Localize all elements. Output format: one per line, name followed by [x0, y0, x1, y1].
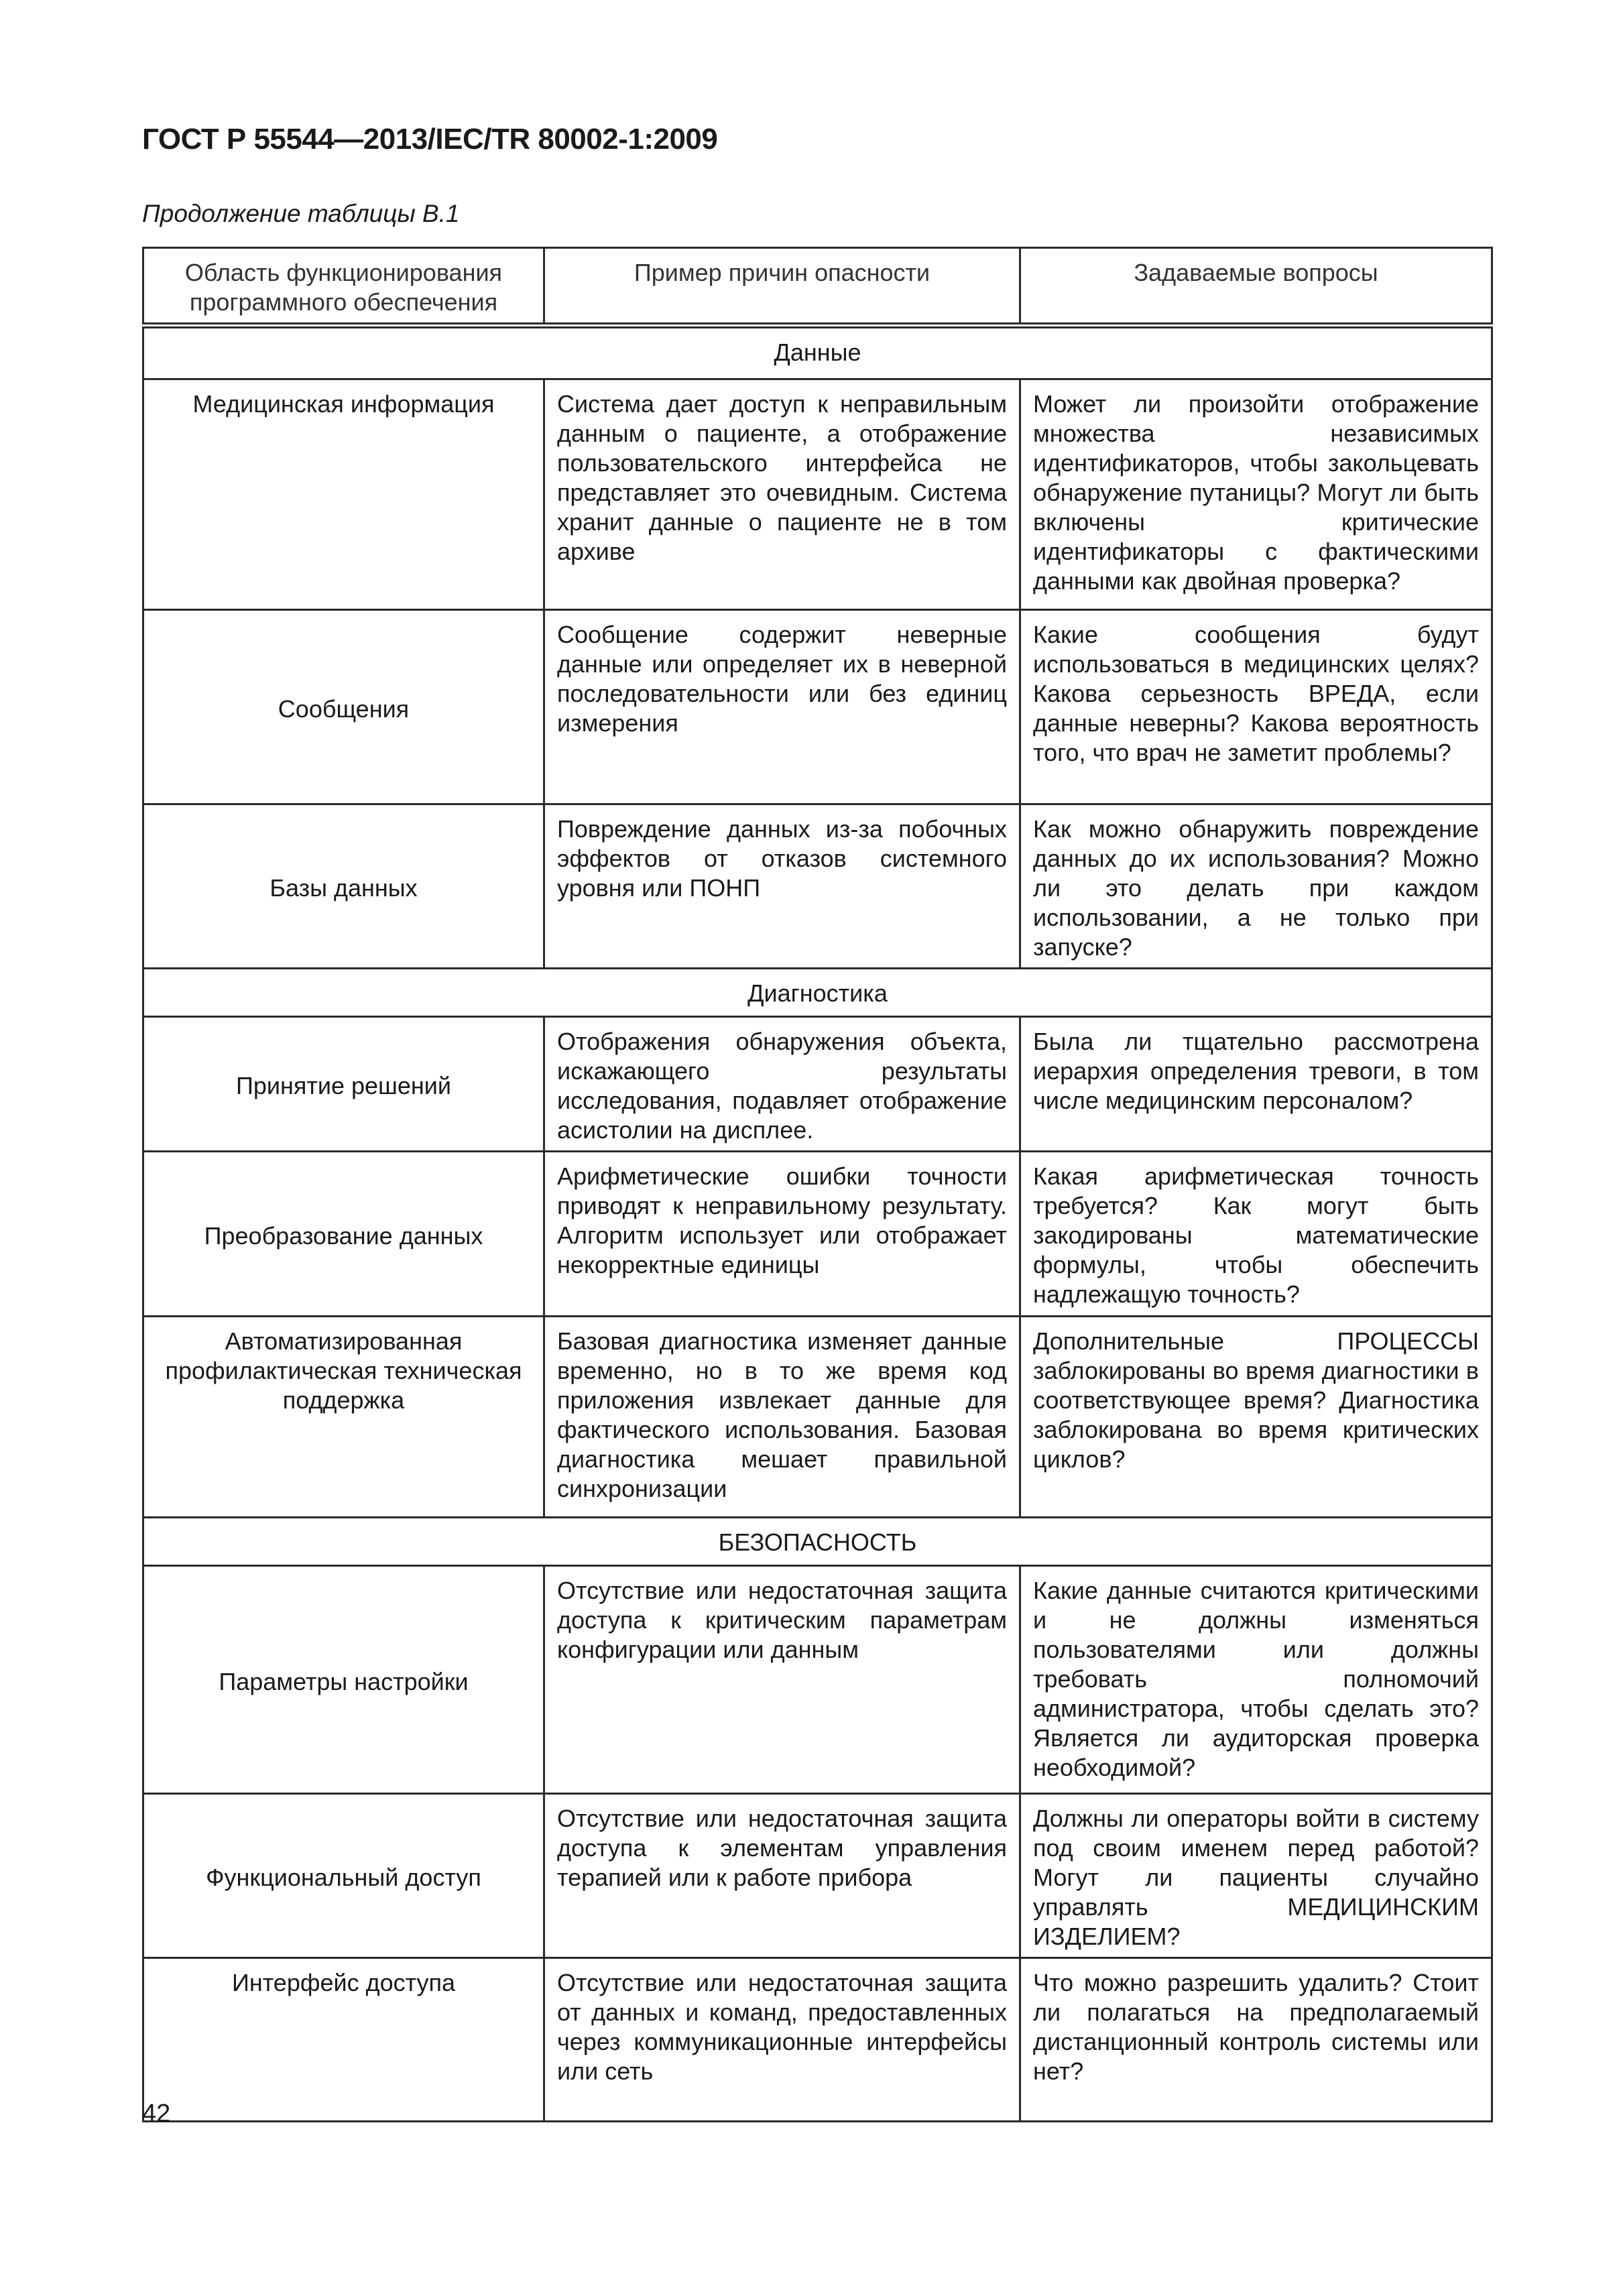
cell-area: Автоматизированная профилактическая техническая поддержка — [143, 1317, 544, 1518]
section-title-data: Данные — [143, 326, 1492, 379]
cell-area: Функциональный доступ — [143, 1794, 544, 1958]
cell-area: Параметры настройки — [143, 1566, 544, 1794]
cell-cause: Система дает доступ к неправильным данным о пациенте, а отображение пользовательского интерфейса не представляет это очевидным. Система хранит данные о пациенте не в том архиве — [544, 379, 1020, 610]
header-area: Область функционирования программного обеспечения — [143, 248, 544, 326]
table-row — [143, 1317, 1492, 1518]
table-row — [143, 1566, 1492, 1794]
cell-cause: Повреждение данных из-за побочных эффектов от отказов системного уровня или ПОНП — [544, 804, 1020, 969]
section-title-diagnostics: Диагностика — [143, 969, 1492, 1017]
cell-questions: Была ли тщательно рассмотрена иерархия определения тревоги, в том числе медицинским персоналом? — [1020, 1017, 1492, 1152]
section-row — [143, 326, 1492, 379]
cell-questions: Что можно разрешить удалить? Стоит ли полагаться на предполагаемый дистанционный контроль системы или нет? — [1020, 1958, 1492, 2122]
table-caption: Продолжение таблицы В.1 — [142, 200, 460, 227]
cell-questions: Может ли произойти отображение множества независимых идентификаторов, чтобы закольцевать обнаружение путаницы? Могут ли быть включены критические идентификаторы с фактическими данными как двойная проверка? — [1020, 379, 1492, 610]
cell-questions: Должны ли операторы войти в систему под своим именем перед работой? Могут ли пациенты случайно управлять МЕДИЦИНСКИМ ИЗДЕЛИЕМ? — [1020, 1794, 1492, 1958]
cell-cause: Отображения обнаружения объекта, искажающего результаты исследования, подавляет отображение асистолии на дисплее. — [544, 1017, 1020, 1152]
cell-questions: Как можно обнаружить повреждение данных до их использования? Можно ли это делать при каждом использовании, а не только при запуске? — [1020, 804, 1492, 969]
cell-cause: Отсутствие или недостаточная защита от данных и команд, предоставленных через коммуникационные интерфейсы или сеть — [544, 1958, 1020, 2122]
section-row — [143, 1518, 1492, 1566]
cell-area: Медицинская информация — [143, 379, 544, 610]
table-row — [143, 1152, 1492, 1317]
cell-area: Интерфейс доступа — [143, 1958, 544, 2122]
cell-cause: Базовая диагностика изменяет данные временно, но в то же время код приложения извлекает данные для фактического использования. Базовая диагностика мешает правильной синхронизации — [544, 1317, 1020, 1518]
section-title-security: БЕЗОПАСНОСТЬ — [143, 1518, 1492, 1566]
cell-area: Базы данных — [143, 804, 544, 969]
cell-questions: Какие сообщения будут использоваться в медицинских целях? Какова серьезность ВРЕДА, если данные неверны? Какова вероятность того, что врач не заметит проблемы? — [1020, 610, 1492, 804]
table-row — [143, 1017, 1492, 1152]
header-cause: Пример причин опасности — [544, 248, 1020, 326]
cell-questions: Дополнительные ПРОЦЕССЫ заблокированы во время диагностики в соответствующее время? Диагностика заблокирована во время критических циклов? — [1020, 1317, 1492, 1518]
cell-cause: Сообщение содержит неверные данные или определяет их в неверной последовательности или без единиц измерения — [544, 610, 1020, 804]
hazard-table — [142, 247, 1493, 2122]
table-row — [143, 804, 1492, 969]
page-number: 42 — [142, 2100, 171, 2128]
document-standard-title: ГОСТ Р 55544—2013/IEC/TR 80002-1:2009 — [142, 123, 718, 156]
table-row — [143, 610, 1492, 804]
cell-cause: Арифметические ошибки точности приводят к неправильному результату. Алгоритм использует или отображает некорректные единицы — [544, 1152, 1020, 1317]
table-header-row — [143, 248, 1492, 326]
table-row — [143, 379, 1492, 610]
section-row — [143, 969, 1492, 1017]
cell-area: Принятие решений — [143, 1017, 544, 1152]
cell-questions: Какая арифметическая точность требуется? Как могут быть закодированы математические формулы, чтобы обеспечить надлежащую точность? — [1020, 1152, 1492, 1317]
cell-area: Преобразование данных — [143, 1152, 544, 1317]
cell-cause: Отсутствие или недостаточная защита доступа к критическим параметрам конфигурации или данным — [544, 1566, 1020, 1794]
cell-questions: Какие данные считаются критическими и не должны изменяться пользователями или должны требовать полномочий администратора, чтобы сделать это? Является ли аудиторская проверка необходимой? — [1020, 1566, 1492, 1794]
header-questions: Задаваемые вопросы — [1020, 248, 1492, 326]
cell-cause: Отсутствие или недостаточная защита доступа к элементам управления терапией или к работе прибора — [544, 1794, 1020, 1958]
table-row — [143, 1958, 1492, 2122]
cell-area: Сообщения — [143, 610, 544, 804]
table-row — [143, 1794, 1492, 1958]
